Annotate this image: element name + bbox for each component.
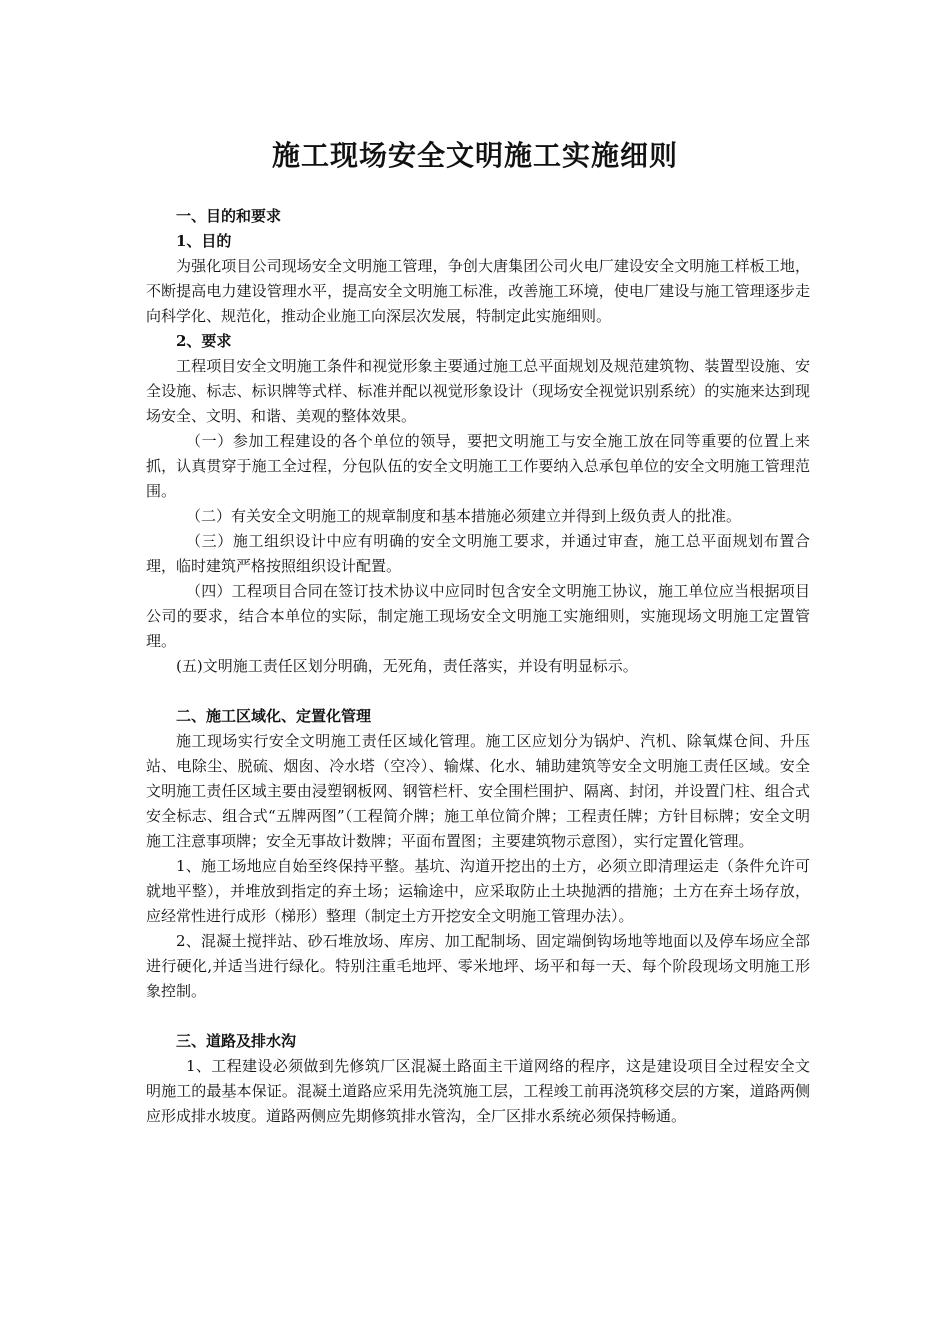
requirement-item-2: （二）有关安全文明施工的规章制度和基本措施必须建立并得到上级负责人的批准。 [186, 507, 742, 525]
document-title: 施工现场安全文明施工实施细则 [271, 139, 678, 172]
purpose-paragraph: 为强化项目公司现场安全文明施工管理，争创大唐集团公司火电厂建设安全文明施工样板工地，不断提高电力建设管理水平，提高安全文明施工标准，改善施工环境，使电厂建设与施工管理逐步走向科学化、规范化，推动企业施工向深层次发展，特制定此实施细则。 [146, 257, 810, 325]
requirement-item-5: (五)文明施工责任区划分明确，无死角，责任落实，并设有明显标示。 [176, 657, 638, 675]
requirement-item-3: （三）施工组织设计中应有明确的安全文明施工要求，并通过审查，施工总平面规划布置合理，临时建筑严格按照组织设计配置。 [146, 532, 810, 575]
requirement-item-1: （一）参加工程建设的各个单位的领导，要把文明施工与安全施工放在同等重要的位置上来抓，认真贯穿于施工全过程，分包队伍的安全文明施工工作要纳入总承包单位的安全文明施工管理范围。 [146, 432, 810, 500]
section-1-heading: 一、目的和要求 [176, 207, 282, 225]
section-3-heading: 三、道路及排水沟 [176, 1032, 297, 1050]
hardening-paragraph: 2、混凝土搅拌站、砂石堆放场、库房、加工配制场、固定端倒钩场地等地面以及停车场应全部进行硬化,并适当进行绿化。特别注重毛地坪、零米地坪、场平和每一天、每个阶段现场文明施工形象控制。 [146, 932, 810, 1000]
site-leveling-paragraph: 1、施工场地应自始至终保持平整。基坑、沟道开挖出的土方，必须立即清理运走（条件允许可就地平整），并堆放到指定的弃土场；运输途中，应采取防止土块抛洒的措施；土方在弃土场存放，应经常性进行成形（梯形）整理（制定土方开挖安全文明施工管理办法）。 [146, 857, 810, 925]
document-body [146, 204, 810, 1129]
subsection-purpose-heading: 1、目的 [176, 232, 232, 250]
subsection-requirements-heading: 2、要求 [176, 332, 232, 350]
zoning-paragraph: 施工现场实行安全文明施工责任区域化管理。施工区应划分为锅炉、汽机、除氧煤仓间、升压站、电除尘、脱硫、烟囱、冷水塔（空冷）、输煤、化水、辅助建筑等安全文明施工责任区域。安全文明施工责任区域主要由浸塑钢板网、钢管栏杆、安全围栏围护、隔离、封闭，并设置门柱、组合式安全标志、组合式“五牌两图”（工程简介牌；施工单位简介牌；工程责任牌；方针目标牌；安全文明施工注意事项牌；安全无事故计数牌；平面布置图；主要建筑物示意图），实行定置化管理。 [146, 732, 810, 850]
requirements-paragraph: 工程项目安全文明施工条件和视觉形象主要通过施工总平面规划及规范建筑物、装置型设施、安全设施、标志、标识牌等式样、标准并配以视觉形象设计（现场安全视觉识别系统）的实施来达到现场安全、文明、和谐、美观的整体效果。 [146, 357, 810, 425]
section-2-heading: 二、施工区域化、定置化管理 [176, 707, 372, 725]
roads-paragraph: 1、工程建设必须做到先修筑厂区混凝土路面主干道网络的程序，这是建设项目全过程安全文明施工的最基本保证。混凝土道路应采用先浇筑施工层，工程竣工前再浇筑移交层的方案，道路两侧应形成排水坡度。道路两侧应先期修筑排水管沟，全厂区排水系统必须保持畅通。 [146, 1057, 810, 1125]
requirement-item-4: （四）工程项目合同在签订技术协议中应同时包含安全文明施工协议，施工单位应当根据项目公司的要求，结合本单位的实际，制定施工现场安全文明施工实施细则，实施现场文明施工定置管理。 [146, 582, 810, 650]
